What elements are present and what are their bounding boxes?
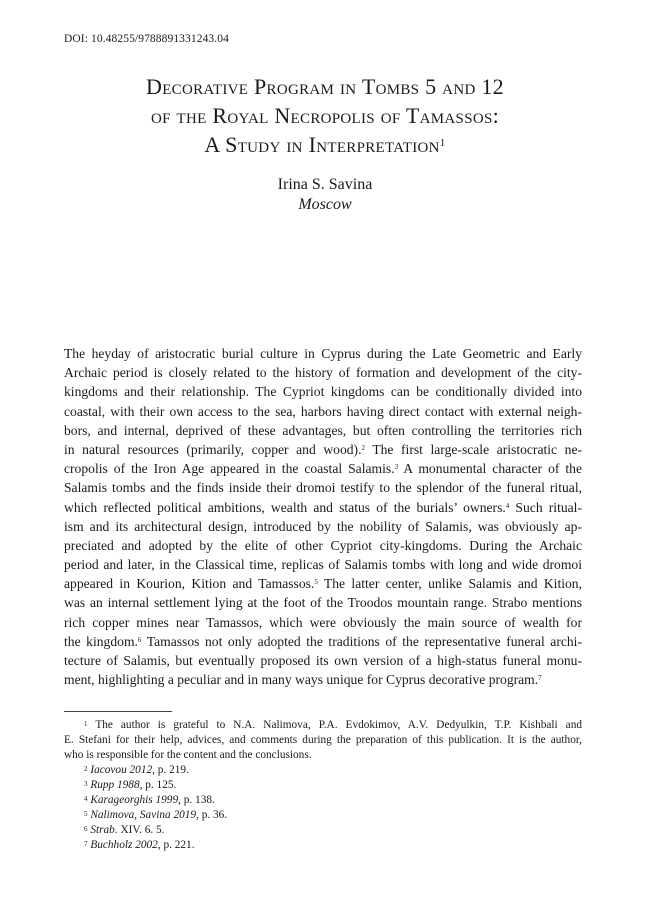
footnote-ref-6[interactable]: 6 xyxy=(137,635,142,644)
article-title-line-2: of the Royal Necropolis of Tamassos: xyxy=(150,103,500,128)
footnote-5 xyxy=(64,808,227,823)
body-line: appeared in Kourion, Kition and Tamassos.$^5$ The latter center, unlike Salamis and Kition, xyxy=(64,576,582,592)
footnote-line: who is responsible for the content and the conclusions. xyxy=(64,749,312,761)
body-line: rich copper mines near Tamassos, which were obviously the main source of wealth for xyxy=(64,614,582,630)
footnote-separator xyxy=(64,711,172,712)
footnote-1 xyxy=(64,718,582,763)
footnote-mark: 5 xyxy=(84,810,88,818)
citation-ref: Iacovou 2012 xyxy=(90,764,153,776)
body-line: coastal, with their own access to the sea, harbors having direct contact with external neigh- xyxy=(64,403,582,419)
article-title-line-1: Decorative Program in Tombs 5 and 12 xyxy=(146,74,504,99)
citation-ref: Buchholz 2002 xyxy=(90,839,158,851)
article-title-line-3 xyxy=(40,132,610,158)
footnote-6 xyxy=(64,823,165,838)
citation-page: XIV. 6. 5. xyxy=(117,824,165,836)
footnote-3 xyxy=(64,778,176,793)
citation-ref: Nalimova, Savina 2019 xyxy=(90,809,197,821)
body-line: kingdoms and their relationship. The Cypriot kingdoms can be conditionally divided into xyxy=(64,384,582,400)
footnote-ref-3[interactable]: 3 xyxy=(394,463,399,472)
footnote-mark: 3 xyxy=(84,780,88,788)
body-line: The heyday of aristocratic burial culture in Cyprus during the Late Geometric and Early xyxy=(64,346,582,361)
citation-ref: Strab. xyxy=(90,824,118,836)
body-line: Salamis tombs and the finds inside their dromoi testify to the splendor of the funeral ritual, xyxy=(64,480,582,496)
footnote-4 xyxy=(64,793,215,808)
body-line: Archaic period is closely related to the history of formation and development of the city- xyxy=(64,365,582,381)
footnote-ref-2[interactable]: 2 xyxy=(361,443,365,452)
body-line: was an internal settlement lying at the foot of the Troodos mountain range. Strabo mentions xyxy=(64,595,582,611)
footnote-mark: 7 xyxy=(84,840,88,848)
article-title-text: A Study in Interpretation xyxy=(204,132,440,157)
footnote-mark: 4 xyxy=(84,795,88,803)
body-line: tecture of Salamis, but eventually proposed its own version of a high-status funeral monu- xyxy=(64,653,582,668)
footnote-ref-7[interactable]: 7 xyxy=(538,674,542,683)
citation-ref: Karageorghis 1999 xyxy=(90,794,179,806)
footnote-ref-4[interactable]: 4 xyxy=(505,501,510,510)
citation-page: , p. 221. xyxy=(157,839,195,851)
footnote-7 xyxy=(64,838,195,853)
footnote-line: E. Stefani for their help, advices, and comments during the preparation of this publication. It is the author, xyxy=(64,734,582,746)
footnote-ref-5[interactable]: 5 xyxy=(314,578,318,587)
body-line: which reflected political ambitions, wealth and status of the burials’ owners.$^4$ Such ritual- xyxy=(64,499,582,515)
footnote-mark: 6 xyxy=(84,825,88,833)
body-line: preciated and adopted by the elite of other Cypriot city-kingdoms. During the Archaic xyxy=(64,537,582,553)
body-line: the kingdom.$^6$ Tamassos not only adopted the traditions of the representative funeral archi- xyxy=(64,633,582,649)
author-affiliation: Moscow xyxy=(298,196,352,213)
footnote-2 xyxy=(64,763,189,778)
citation-page: , p. 138. xyxy=(178,794,215,806)
citation-page: , p. 125. xyxy=(139,779,177,791)
title-footnote-mark[interactable]: 1 xyxy=(439,137,446,149)
body-line: ment, highlighting a peculiar and in many ways unique for Cyprus decorative program.$^7$ xyxy=(64,672,542,688)
footnote-line: $^1$ The author is grateful to N.A. Nalimova, P.A. Evdokimov, A.V. Dedyulkin, T.P. Kishbali and xyxy=(84,719,582,731)
author-name: Irina S. Savina xyxy=(277,176,373,193)
citation-ref: Rupp 1988 xyxy=(90,779,140,791)
body-line: ism and its architectural design, introduced by the nobility of Salamis, was obviously ap- xyxy=(64,518,582,534)
footnote-mark: 1 xyxy=(84,720,88,728)
footnote-mark: 2 xyxy=(84,765,88,773)
body-line: period and later, in the Classical time, replicas of Salamis tombs with long and wide dromoi xyxy=(64,557,582,573)
body-line: in natural resources (primarily, copper and wood).$^2$ The first large-scale aristocratic ne- xyxy=(64,441,583,457)
citation-page: , p. 36. xyxy=(196,809,228,821)
body-line: bors, and internal, deprived of these advantages, but often controlling the territories rich xyxy=(64,422,582,438)
doi-header: DOI: 10.48255/9788891331243.04 xyxy=(64,33,229,45)
body-line: cropolis of the Iron Age appeared in the coastal Salamis.$^3$ A monumental character of the xyxy=(64,461,582,477)
body-paragraph xyxy=(64,344,582,689)
citation-page: , p. 219. xyxy=(152,764,189,776)
